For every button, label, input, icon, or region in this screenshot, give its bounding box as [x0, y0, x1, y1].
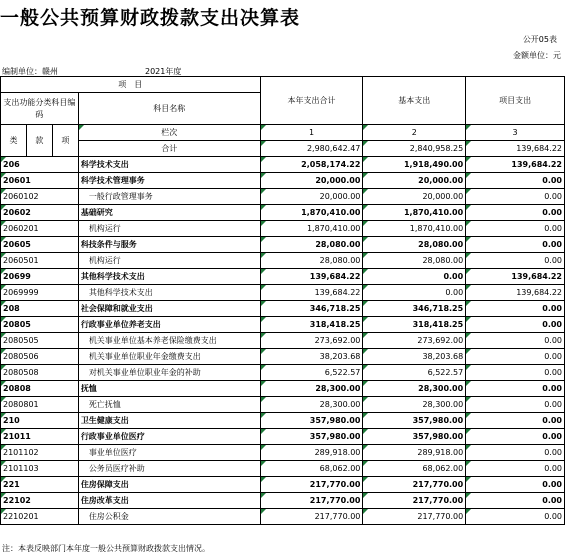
row-name: 一般行政管理事务 [78, 189, 260, 205]
header-lei: 类 [1, 125, 27, 157]
row-name: 卫生健康支出 [78, 413, 260, 429]
row-col2: 6,522.57 [363, 365, 466, 381]
table-row [1, 253, 565, 269]
row-col3: 0.00 [466, 349, 565, 365]
header-func-code: 支出功能分类科目编码 [1, 93, 79, 125]
table-row [1, 317, 565, 333]
table-row [1, 445, 565, 461]
row-col3: 0.00 [466, 189, 565, 205]
row-col1: 346,718.25 [260, 301, 363, 317]
row-name: 住房公积金 [78, 509, 260, 525]
table-row [1, 173, 565, 189]
table-row [1, 285, 565, 301]
row-code: 20805 [1, 317, 79, 333]
row-col2: 0.00 [363, 285, 466, 301]
row-code: 2101103 [1, 461, 79, 477]
row-col3: 0.00 [466, 205, 565, 221]
row-code: 2080506 [1, 349, 79, 365]
table-row [1, 381, 565, 397]
row-name: 住房保障支出 [78, 477, 260, 493]
row-col2: 217,770.00 [363, 509, 466, 525]
header-kuan: 款 [26, 125, 52, 157]
row-col1: 20,000.00 [260, 189, 363, 205]
total-label: 合计 [78, 141, 260, 157]
table-row [1, 205, 565, 221]
row-col1: 1,870,410.00 [260, 221, 363, 237]
row-col2: 20,000.00 [363, 189, 466, 205]
header-row-1 [1, 77, 565, 93]
header-col1: 本年支出合计 [260, 77, 363, 125]
compiler-label: 编制单位：赣州 [2, 67, 58, 76]
row-col2: 28,300.00 [363, 381, 466, 397]
row-code: 22102 [1, 493, 79, 509]
total-col1: 2,980,642.47 [260, 141, 363, 157]
table-row [1, 269, 565, 285]
row-col3: 139,684.22 [466, 269, 565, 285]
row-col3: 0.00 [466, 221, 565, 237]
header-item: 项 目 [1, 77, 261, 93]
row-name: 科学技术支出 [78, 157, 260, 173]
row-col3: 0.00 [466, 413, 565, 429]
row-col2: 20,000.00 [363, 173, 466, 189]
row-code: 20602 [1, 205, 79, 221]
row-col3: 0.00 [466, 253, 565, 269]
row-code: 208 [1, 301, 79, 317]
row-col3: 0.00 [466, 509, 565, 525]
row-code: 221 [1, 477, 79, 493]
row-code: 2080505 [1, 333, 79, 349]
row-col3: 0.00 [466, 461, 565, 477]
row-name: 机构运行 [78, 221, 260, 237]
row-col2: 217,770.00 [363, 493, 466, 509]
row-name: 行政事业单位医疗 [78, 429, 260, 445]
table-row [1, 349, 565, 365]
row-name: 抚恤 [78, 381, 260, 397]
row-code: 2210201 [1, 509, 79, 525]
row-name: 其他科学技术支出 [78, 285, 260, 301]
header-num1: 1 [260, 125, 363, 141]
row-col3: 0.00 [466, 493, 565, 509]
row-col1: 20,000.00 [260, 173, 363, 189]
table-row [1, 461, 565, 477]
row-col3: 0.00 [466, 365, 565, 381]
table-row [1, 429, 565, 445]
row-name: 其他科学技术支出 [78, 269, 260, 285]
row-name: 住房改革支出 [78, 493, 260, 509]
header-num3: 3 [466, 125, 565, 141]
row-name: 机关事业单位职业年金缴费支出 [78, 349, 260, 365]
row-name: 科学技术管理事务 [78, 173, 260, 189]
table-row [1, 157, 565, 173]
row-col3: 139,684.22 [466, 285, 565, 301]
row-col1: 38,203.68 [260, 349, 363, 365]
table-row [1, 301, 565, 317]
row-col2: 289,918.00 [363, 445, 466, 461]
row-code: 2101102 [1, 445, 79, 461]
row-code: 20808 [1, 381, 79, 397]
row-col1: 68,062.00 [260, 461, 363, 477]
row-name: 事业单位医疗 [78, 445, 260, 461]
row-code: 210 [1, 413, 79, 429]
row-col2: 346,718.25 [363, 301, 466, 317]
row-col3: 0.00 [466, 173, 565, 189]
header-col2: 基本支出 [363, 77, 466, 125]
row-name: 社会保障和就业支出 [78, 301, 260, 317]
row-col1: 139,684.22 [260, 285, 363, 301]
row-name: 机关事业单位基本养老保险缴费支出 [78, 333, 260, 349]
row-code: 206 [1, 157, 79, 173]
row-name: 对机关事业单位职业年金的补助 [78, 365, 260, 381]
header-num2: 2 [363, 125, 466, 141]
row-code: 21011 [1, 429, 79, 445]
header-xiang: 项 [52, 125, 78, 157]
row-col1: 318,418.25 [260, 317, 363, 333]
row-code: 2080508 [1, 365, 79, 381]
header-subject-name: 科目名称 [78, 93, 260, 125]
row-name: 死亡抚恤 [78, 397, 260, 413]
row-name: 公务员医疗补助 [78, 461, 260, 477]
row-col1: 217,770.00 [260, 477, 363, 493]
row-col2: 1,870,410.00 [363, 205, 466, 221]
total-row [1, 141, 565, 157]
row-col1: 273,692.00 [260, 333, 363, 349]
row-code: 2080801 [1, 397, 79, 413]
table-row [1, 397, 565, 413]
row-name: 行政事业单位养老支出 [78, 317, 260, 333]
row-code: 20605 [1, 237, 79, 253]
row-col1: 217,770.00 [260, 493, 363, 509]
row-col1: 1,870,410.00 [260, 205, 363, 221]
row-col1: 28,080.00 [260, 237, 363, 253]
row-code: 20601 [1, 173, 79, 189]
table-row [1, 365, 565, 381]
footnote: 注：本表反映部门本年度一般公共预算财政拨款支出情况。 [2, 544, 210, 553]
table-row [1, 189, 565, 205]
table-row [1, 221, 565, 237]
row-col2: 0.00 [363, 269, 466, 285]
year-label: 2021年度 [145, 67, 182, 76]
table-row [1, 509, 565, 525]
row-name: 机构运行 [78, 253, 260, 269]
row-col3: 0.00 [466, 477, 565, 493]
total-col2: 2,840,958.25 [363, 141, 466, 157]
table-row [1, 493, 565, 509]
row-col2: 217,770.00 [363, 477, 466, 493]
row-col1: 28,300.00 [260, 397, 363, 413]
row-code: 2060501 [1, 253, 79, 269]
row-col1: 289,918.00 [260, 445, 363, 461]
row-col1: 217,770.00 [260, 509, 363, 525]
row-col2: 1,918,490.00 [363, 157, 466, 173]
row-col2: 28,080.00 [363, 237, 466, 253]
row-col2: 38,203.68 [363, 349, 466, 365]
row-col3: 0.00 [466, 333, 565, 349]
table-row [1, 333, 565, 349]
row-col1: 357,980.00 [260, 429, 363, 445]
row-col2: 68,062.00 [363, 461, 466, 477]
row-code: 2060102 [1, 189, 79, 205]
unit-label: 金额单位：元 [513, 51, 561, 60]
row-col2: 273,692.00 [363, 333, 466, 349]
row-col3: 139,684.22 [466, 157, 565, 173]
row-col2: 1,870,410.00 [363, 221, 466, 237]
row-col3: 0.00 [466, 429, 565, 445]
row-name: 基础研究 [78, 205, 260, 221]
row-col3: 0.00 [466, 301, 565, 317]
expenditure-table [0, 76, 565, 525]
row-col3: 0.00 [466, 381, 565, 397]
row-code: 20699 [1, 269, 79, 285]
row-code: 2060201 [1, 221, 79, 237]
total-col3: 139,684.22 [466, 141, 565, 157]
row-col3: 0.00 [466, 397, 565, 413]
table-row [1, 237, 565, 253]
report-title: 一般公共预算财政拨款支出决算表 [0, 7, 301, 29]
table-row [1, 477, 565, 493]
row-col1: 139,684.22 [260, 269, 363, 285]
row-col3: 0.00 [466, 317, 565, 333]
form-code: 公开05表 [522, 35, 557, 44]
row-col3: 0.00 [466, 237, 565, 253]
table-row [1, 413, 565, 429]
row-col1: 357,980.00 [260, 413, 363, 429]
row-col2: 357,980.00 [363, 429, 466, 445]
row-col3: 0.00 [466, 445, 565, 461]
row-col1: 28,080.00 [260, 253, 363, 269]
header-row-4 [1, 125, 565, 141]
row-code: 2069999 [1, 285, 79, 301]
row-col2: 28,300.00 [363, 397, 466, 413]
row-col1: 2,058,174.22 [260, 157, 363, 173]
row-col2: 28,080.00 [363, 253, 466, 269]
row-col1: 6,522.57 [260, 365, 363, 381]
row-col2: 318,418.25 [363, 317, 466, 333]
row-name: 科技条件与服务 [78, 237, 260, 253]
row-col1: 28,300.00 [260, 381, 363, 397]
header-col3: 项目支出 [466, 77, 565, 125]
row-col2: 357,980.00 [363, 413, 466, 429]
header-lanci: 栏次 [78, 125, 260, 141]
